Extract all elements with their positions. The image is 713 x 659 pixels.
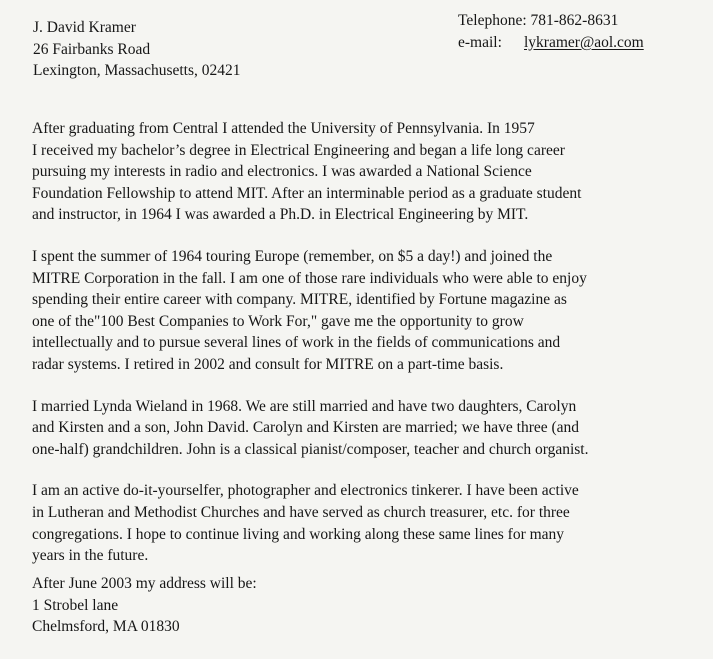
paragraph-line: After graduating from Central I attended the University of Pennsylvania. In 1957 (32, 120, 535, 137)
paragraph-line: radar systems. I retired in 2002 and consult for MITRE on a part-time basis. (32, 355, 504, 373)
paragraph-family (32, 396, 708, 461)
paragraph-line: and Kirsten and a son, John David. Carolyn and Kirsten are married; we have three (and (32, 419, 580, 437)
paragraph-line: spending their entire career with company. MITRE, identified by Fortune magazine as (32, 291, 567, 309)
paragraph-line: I am an active do-it-yourselfer, photographer and electronics tinkerer. I have been active (32, 482, 579, 500)
telephone-label: Telephone: (458, 12, 527, 29)
email-link[interactable]: lykramer@aol.com (524, 33, 644, 51)
paragraph-line: intellectually and to pursue several lines of work in the fields of communications and (32, 334, 561, 352)
paragraph-career (32, 246, 708, 376)
paragraph-line: Foundation Fellowship to attend MIT. After an interminable period as a graduate student (32, 184, 582, 202)
sender-city: Lexington, Massachusetts, 02421 (33, 62, 241, 79)
paragraph-line: in Lutheran and Methodist Churches and have served as church treasurer, etc. for three (32, 503, 570, 521)
email-label: e-mail: (458, 33, 502, 51)
paragraph-line: congregations. I hope to continue living and working along these same lines for many (32, 525, 565, 543)
paragraph-line: one of the"100 Best Companies to Work For," gave me the opportunity to grow (32, 312, 524, 330)
paragraph-line: I married Lynda Wieland in 1968. We are still married and have two daughters, Carolyn (32, 397, 577, 415)
telephone-line (458, 10, 644, 32)
new-address-street: 1 Strobel lane (32, 596, 119, 614)
email-line (458, 32, 644, 54)
paragraph-activities (32, 480, 708, 566)
paragraph-education (32, 118, 708, 226)
sender-name: J. David Kramer (33, 19, 136, 36)
new-address-intro: After June 2003 my address will be: (32, 575, 257, 592)
paragraph-line: and instructor, in 1964 I was awarded a Ph.D. in Electrical Engineering by MIT. (32, 206, 529, 224)
paragraph-line: I received my bachelor’s degree in Electrical Engineering and began a life long career (32, 141, 565, 159)
sender-street: 26 Fairbanks Road (33, 40, 151, 58)
new-address-city: Chelmsford, MA 01830 (32, 618, 180, 636)
paragraph-line: pursuing my interests in radio and electronics. I was awarded a National Science (32, 163, 532, 181)
paragraph-line: years in the future. (32, 547, 149, 565)
paragraph-line: I spent the summer of 1964 touring Europe (remember, on $5 a day!) and joined the (32, 247, 553, 265)
paragraph-line: one-half) grandchildren. John is a classical pianist/composer, teacher and church organist. (32, 440, 589, 458)
paragraph-line: MITRE Corporation in the fall. I am one of those rare individuals who were able to enjoy (32, 269, 587, 287)
new-address-block (32, 573, 257, 638)
letter-body (32, 118, 708, 587)
contact-block (458, 10, 644, 53)
sender-address-block (33, 17, 241, 82)
telephone-number: 781-862-8631 (530, 12, 619, 29)
